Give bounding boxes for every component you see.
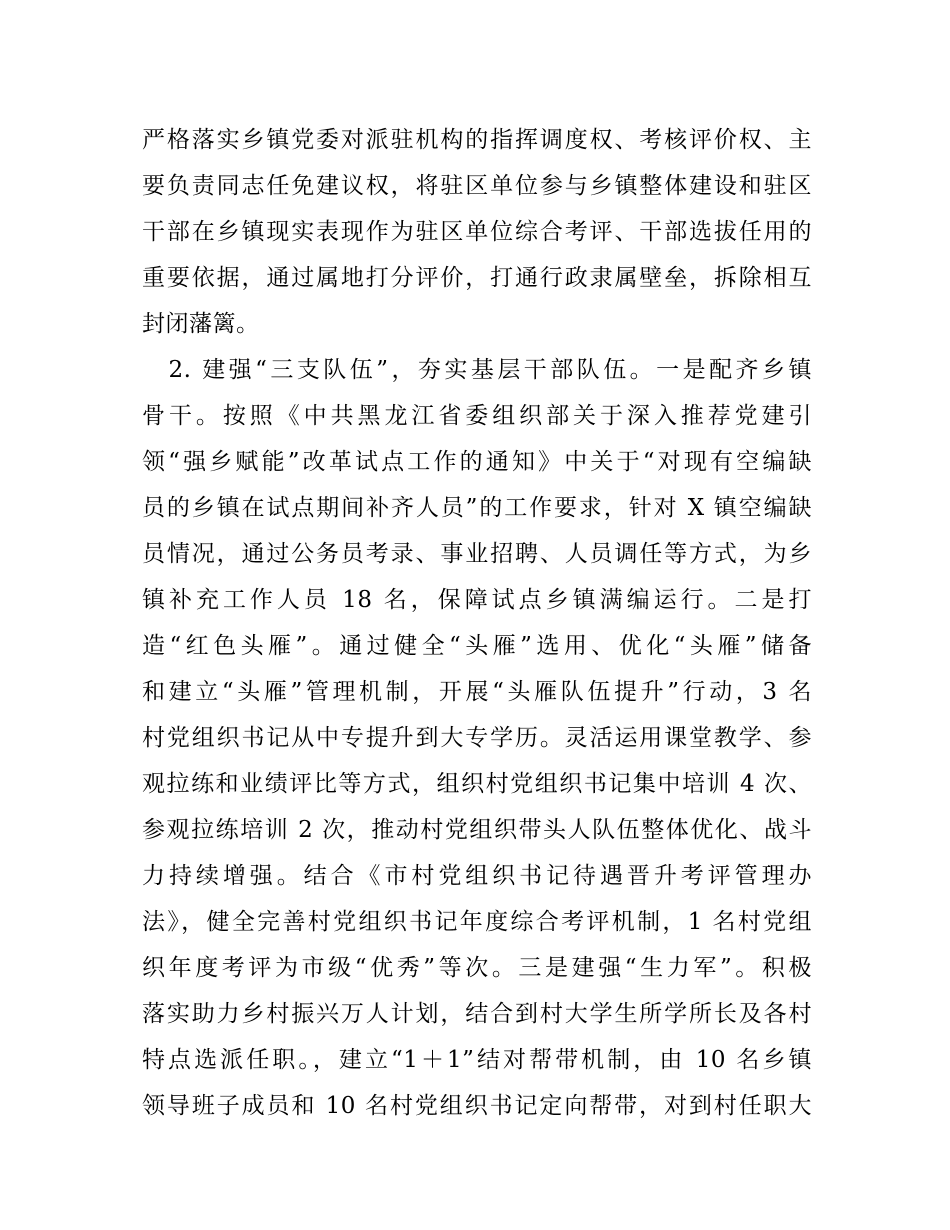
paragraph-line: 领“强乡赋能”改革试点工作的通知》中关于“对现有空编缺 [142,449,812,475]
paragraph-line: 造“红色头雁”。通过健全“头雁”选用、优化“头雁”储备 [142,633,812,659]
paragraph-line: 观拉练和业绩评比等方式，组织村党组织书记集中培训 4 次、 [142,771,812,797]
paragraph-2 [142,347,812,1129]
paragraph-line: 参观拉练培训 2 次，推动村党组织带头人队伍整体优化、战斗 [142,817,812,843]
paragraph-line: 封闭藩篱。 [142,311,260,337]
paragraph-line: 法》，健全完善村党组织书记年度综合考评机制，1 名村党组 [142,909,812,935]
paragraph-line: 和建立“头雁”管理机制，开展“头雁队伍提升”行动，3 名 [142,679,812,705]
paragraph-line: 镇补充工作人员 18 名，保障试点乡镇满编运行。二是打 [142,587,812,613]
paragraph-line: 要负责同志任免建议权，将驻区单位参与乡镇整体建设和驻区 [142,173,812,199]
paragraph-line: 特点选派任职。，建立“1＋1”结对帮带机制，由 10 名乡镇 [142,1047,812,1073]
paragraph-line: 骨干。按照《中共黑龙江省委组织部关于深入推荐党建引 [142,403,812,429]
paragraph-line: 员情况，通过公务员考录、事业招聘、人员调任等方式，为乡 [142,541,812,567]
paragraph-line: 2. 建强“三支队伍”，夯实基层干部队伍。一是配齐乡镇 [142,357,812,383]
paragraph-line: 领导班子成员和 10 名村党组织书记定向帮带，对到村任职大 [142,1093,812,1119]
paragraph-line: 重要依据，通过属地打分评价，打通行政隶属壁垒，拆除相互 [142,265,812,291]
paragraph-line: 严格落实乡镇党委对派驻机构的指挥调度权、考核评价权、主 [142,127,812,153]
paragraph-line: 落实助力乡村振兴万人计划，结合到村大学生所学所长及各村 [142,1001,812,1027]
paragraph-line: 员的乡镇在试点期间补齐人员”的工作要求，针对 X 镇空编缺 [142,495,812,521]
paragraph-line: 力持续增强。结合《市村党组织书记待遇晋升考评管理办 [142,863,812,889]
paragraph-line: 织年度考评为市级“优秀”等次。三是建强“生力军”。积极 [142,955,812,981]
paragraph-line: 干部在乡镇现实表现作为驻区单位综合考评、干部选拔任用的 [142,219,812,245]
paragraph-line: 村党组织书记从中专提升到大专学历。灵活运用课堂教学、参 [142,725,812,751]
paragraph-1 [142,117,812,347]
